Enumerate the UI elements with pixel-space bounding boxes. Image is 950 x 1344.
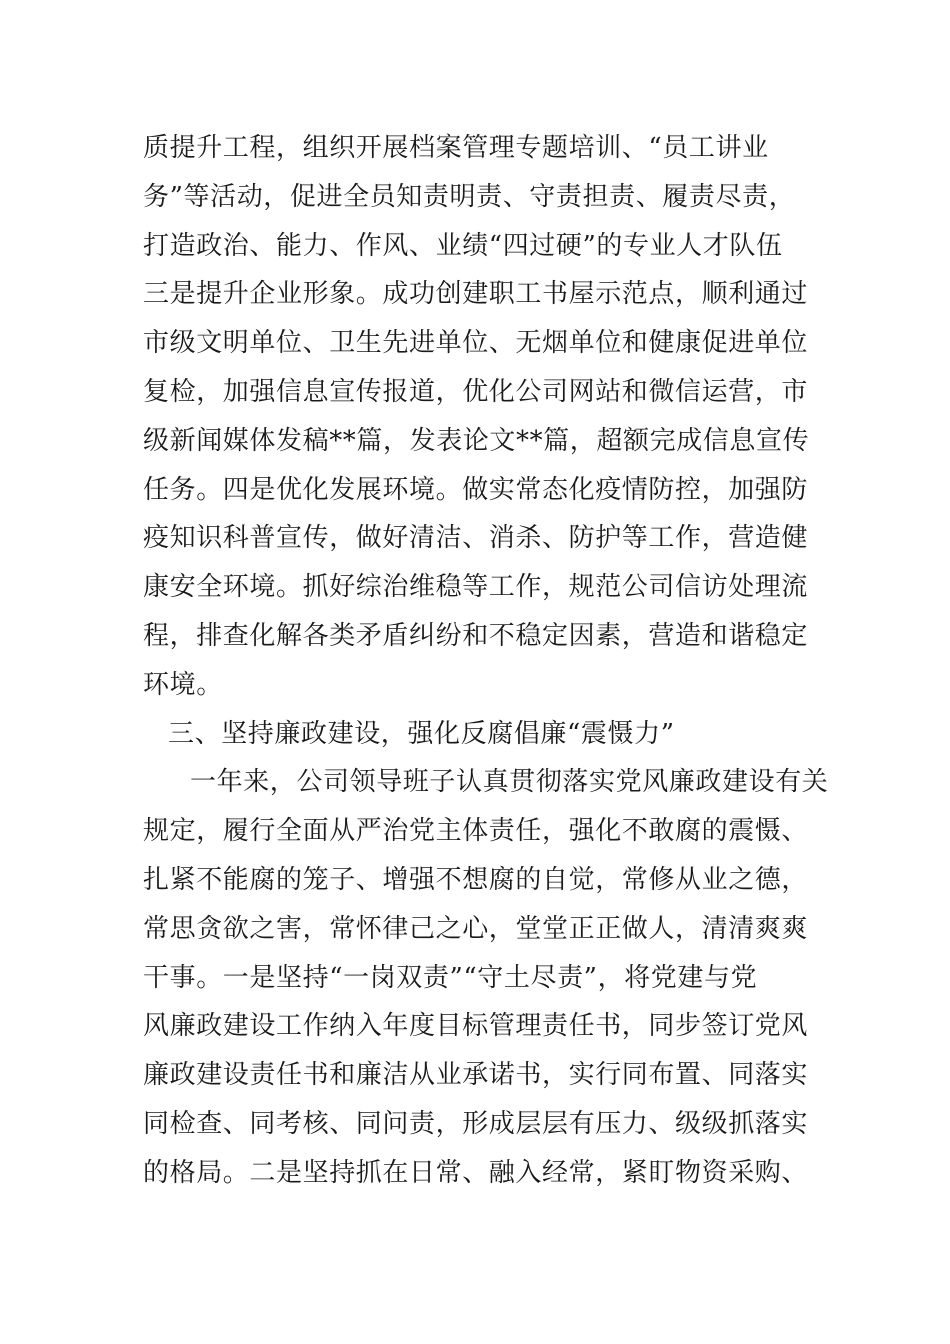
text-line: 质提升工程，组织开展档案管理专题培训、“员工讲业 <box>143 133 769 163</box>
text-line: 规定，履行全面从严治党主体责任，强化不敢腐的震慑、 <box>143 816 809 847</box>
text-line: 打造政治、能力、作风、业绩“四过硬”的专业人才队伍 <box>143 230 783 261</box>
text-line: 的格局。二是坚持抓在日常、融入经常，紧盯物资采购、 <box>143 1157 809 1188</box>
text-line: 干事。一是坚持“一岗双责”“守土尽责”，将党建与党 <box>143 962 758 993</box>
text-line: 市级文明单位、卫生先进单位、无烟单位和健康促进单位 <box>143 328 809 359</box>
text-line: 三是提升企业形象。成功创建职工书屋示范点，顺利通过 <box>143 279 809 310</box>
text-line: 同检查、同考核、同问责，形成层层有压力、级级抓落实 <box>143 1109 809 1139</box>
text-line: 程，排查化解各类矛盾纠纷和不稳定因素，营造和谐稳定 <box>143 621 809 651</box>
text-line: 任务。四是优化发展环境。做实常态化疫情防控，加强防 <box>143 474 809 505</box>
text-line: 疫知识科普宣传，做好清洁、消杀、防护等工作，营造健 <box>143 523 809 554</box>
section-heading: 三、坚持廉政建设，强化反腐倡廉“震慑力” <box>168 718 675 749</box>
text-line: 复检，加强信息宣传报道，优化公司网站和微信运营，市 <box>143 377 809 407</box>
text-line: 一年来，公司领导班子认真贯彻落实党风廉政建设有关 <box>190 767 829 798</box>
text-line: 常思贪欲之害，常怀律己之心，堂堂正正做人，清清爽爽 <box>143 913 809 944</box>
text-line: 扎紧不能腐的笼子、增强不想腐的自觉，常修从业之德， <box>143 865 809 895</box>
text-line: 康安全环境。抓好综治维稳等工作，规范公司信访处理流 <box>143 572 809 603</box>
text-line: 环境。 <box>143 669 223 700</box>
text-line: 级新闻媒体发稿**篇，发表论文**篇，超额完成信息宣传 <box>143 425 810 456</box>
text-line: 廉政建设责任书和廉洁从业承诺书，实行同布置、同落实 <box>143 1060 809 1091</box>
text-line: 务”等活动，促进全员知责明责、守责担责、履责尽责， <box>143 181 796 212</box>
text-line: 风廉政建设工作纳入年度目标管理责任书，同步签订党风 <box>143 1011 809 1042</box>
